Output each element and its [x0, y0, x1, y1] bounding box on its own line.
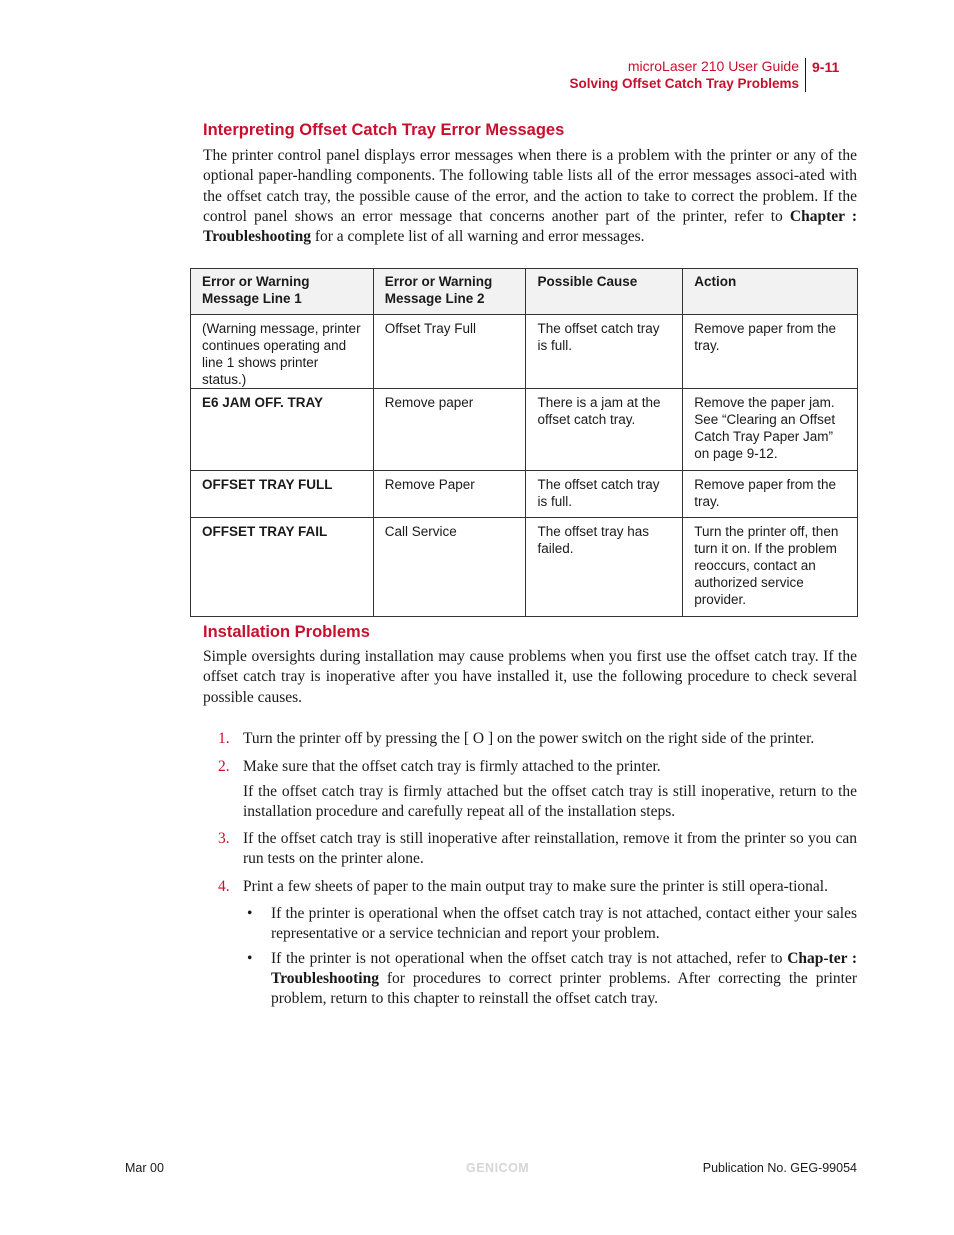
list-item — [215, 877, 857, 897]
bullet-item — [215, 904, 857, 943]
column-header-cause: Possible Cause — [526, 269, 683, 315]
chapter-reference-link[interactable]: Chapter : Troubleshooting — [203, 207, 857, 246]
table-cell-message1: E6 JAM OFF. TRAY — [191, 389, 374, 471]
table-row — [191, 471, 858, 518]
header-divider — [805, 58, 806, 92]
list-item — [215, 829, 857, 868]
running-header — [0, 58, 954, 98]
table-cell-message1: OFFSET TRAY FAIL — [191, 518, 374, 617]
bullet-text: If the printer is operational when the offset catch tray is not attached, contact either your sales representative or a service technician and report your problem. — [271, 905, 857, 942]
step-number: 1. — [218, 730, 230, 747]
table-cell-message1: OFFSET TRAY FULL — [191, 471, 374, 518]
table-cell-message2: Call Service — [373, 518, 526, 617]
intro-text-part1: The printer control panel displays error messages when there is a problem with the printer or any of the optional paper-handling components. The following table lists all of the error messages associ-ated with the offset catch tray, the possible cause of the error, and the action to take to correct the problem. If the control panel shows an error message that concerns another part of the printer, refer to — [203, 147, 857, 225]
table-cell-cause: There is a jam at the offset catch tray. — [526, 389, 683, 471]
page-number: 9-11 — [812, 59, 840, 75]
table-row — [191, 518, 858, 617]
procedure-steps — [215, 729, 857, 1014]
list-item — [215, 729, 857, 749]
table-cell-message2: Remove paper — [373, 389, 526, 471]
guide-title: microLaser 210 User Guide — [627, 58, 799, 74]
bullet-text-part1: If the printer is not operational when the offset catch tray is not attached, refer to — [271, 950, 783, 968]
section-heading-error-messages: Interpreting Offset Catch Tray Error Messages — [203, 121, 565, 139]
column-header-line1: Error or Warning Message Line 1 — [191, 269, 374, 315]
bullet-dot: • — [247, 905, 253, 923]
header-text-block — [569, 58, 799, 92]
step-number: 4. — [218, 877, 230, 895]
publication-number: Publication No. GEG-99054 — [702, 1161, 857, 1175]
table-header-row — [191, 269, 858, 315]
table-row — [191, 389, 858, 471]
section-heading-installation: Installation Problems — [203, 623, 370, 641]
table-cell-action: Remove paper from the tray. — [683, 471, 858, 518]
section-title: Solving Offset Catch Tray Problems — [569, 76, 799, 91]
intro-text-part2: for a complete list of all warning and error messages. — [314, 228, 645, 246]
table-cell-action: Remove paper from the tray. — [683, 315, 858, 389]
error-messages-table — [190, 268, 858, 617]
table-cell-cause: The offset tray has failed. — [526, 518, 683, 617]
column-header-line2: Error or Warning Message Line 2 — [373, 269, 526, 315]
table-cell-cause: The offset catch tray is full. — [526, 471, 683, 518]
chapter-reference-link[interactable]: Chap-ter : Troubleshooting — [271, 950, 857, 987]
table-cell-message2: Offset Tray Full — [373, 315, 526, 389]
step-number: 2. — [218, 757, 230, 775]
installation-intro: Simple oversights during installation may cause problems when you first use the offset catch tray. If the offset catch tray is inoperative after you have installed it, use the following procedure to check several possible causes. — [203, 648, 857, 706]
list-item — [215, 757, 857, 777]
step-text: If the offset catch tray is still inoperative after reinstallation, remove it from the printer so you can run tests on the printer alone. — [243, 830, 857, 867]
step-number: 3. — [218, 830, 230, 848]
table-cell-cause: The offset catch tray is full. — [526, 315, 683, 389]
table-row — [191, 315, 858, 389]
bullet-text-part2: for procedures to correct printer problems. After correcting the printer problem, return to this chapter to reinstall the offset catch tray. — [271, 969, 858, 1007]
genicom-logo: GENICOM — [466, 1161, 530, 1175]
bullet-dot: • — [247, 950, 253, 968]
table-cell-message1: (Warning message, printer continues operating and line 1 shows printer status.) — [191, 315, 374, 389]
step-text: Make sure that the offset catch tray is firmly attached to the printer. — [243, 757, 661, 775]
step-text: Print a few sheets of paper to the main output tray to make sure the printer is still opera-tional. — [243, 877, 828, 895]
step-text: Turn the printer off by pressing the [ O ] on the power switch on the right side of the printer. — [243, 730, 815, 747]
bullet-item — [215, 949, 857, 1008]
step-note: If the offset catch tray is firmly attached but the offset catch tray is still inoperative, return to the installation procedure and carefully repeat all of the installation steps. — [243, 783, 857, 820]
error-messages-intro — [203, 146, 857, 247]
column-header-action: Action — [683, 269, 858, 315]
table-cell-action: Turn the printer off, then turn it on. If the problem reoccurs, contact an authorized service provider. — [683, 518, 858, 617]
table-cell-message2: Remove Paper — [373, 471, 526, 518]
table-cell-action: Remove the paper jam. See “Clearing an Offset Catch Tray Paper Jam” on page 9-12. — [683, 389, 858, 471]
footer-date: Mar 00 — [125, 1161, 164, 1175]
